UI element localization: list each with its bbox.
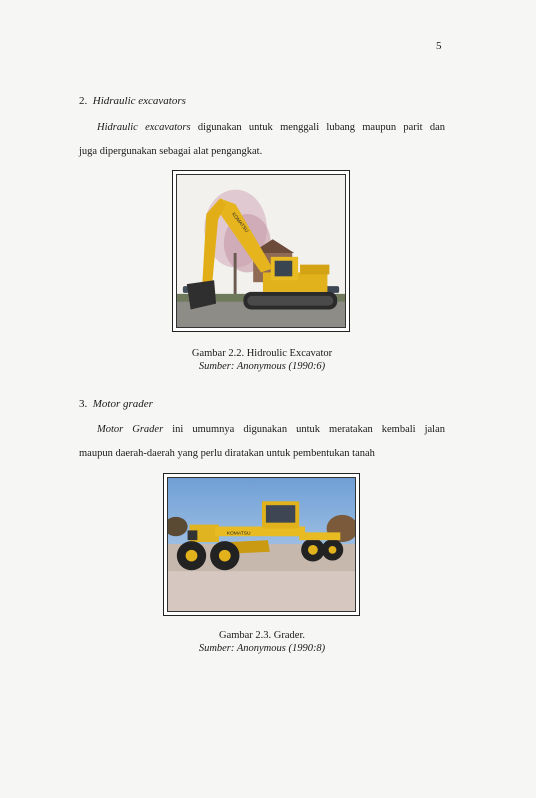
excavator-caption xyxy=(79,347,445,373)
excavator-paragraph-text: digunakan untuk menggali lubang maupun parit dan xyxy=(197,122,446,133)
figure-source-2-3: Sumber: Anonymous (1990:8) xyxy=(198,643,326,655)
grader-paragraph-text: ini umumnya digunakan untuk meratakan kembali jalan xyxy=(172,424,446,435)
figure-caption-2-3: Gambar 2.3. Grader. xyxy=(218,630,305,641)
figure-caption-2-2: Gambar 2.2. Hidroulic Excavator xyxy=(191,348,333,359)
term-motor-grader: Motor Grader xyxy=(97,424,164,435)
page-number: 5 xyxy=(436,40,442,52)
section-title: Hidraulic excavators xyxy=(92,95,186,107)
excavator-figure xyxy=(172,170,350,332)
section-heading-motor-grader xyxy=(79,398,153,410)
term-excavators: Hidraulic excavators xyxy=(97,122,191,133)
grader-caption xyxy=(79,629,445,655)
excavator-brand-text: KOMATSU xyxy=(230,212,249,234)
grader-photo xyxy=(167,477,356,612)
excavator-paragraph-line1 xyxy=(79,122,445,135)
grader-paragraph-line2: maupun daerah-daerah yang perlu diratakan untuk pembentukan tanah xyxy=(79,448,375,459)
grader-brand-text: KOMATSU xyxy=(226,531,251,537)
section-number: 3. xyxy=(79,398,88,410)
excavator-photo xyxy=(176,174,346,328)
grader-figure xyxy=(163,473,360,616)
section-heading-excavators xyxy=(79,95,186,107)
figure-source-2-2: Sumber: Anonymous (1990:6) xyxy=(198,361,326,373)
section-title: Motor grader xyxy=(92,398,153,410)
excavator-paragraph-line2: juga dipergunakan sebagai alat pengangkat. xyxy=(79,146,263,157)
section-number: 2. xyxy=(79,95,88,107)
grader-paragraph-line1 xyxy=(79,424,445,437)
